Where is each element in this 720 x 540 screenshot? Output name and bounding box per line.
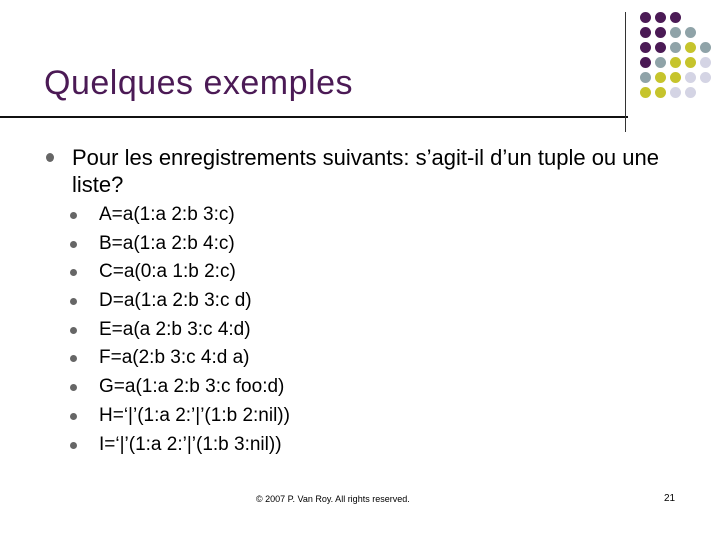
decorative-dot [655,57,666,68]
example-text: F=a(2:b 3:c 4:d a) [99,347,250,369]
decorative-dot [700,72,711,83]
list-item [70,202,570,231]
decorative-dot [670,27,681,38]
bullet-icon [70,413,77,420]
list-item [70,374,570,403]
decorative-dot [685,42,696,53]
decorative-dot [700,42,711,53]
decorative-dot [640,72,651,83]
example-text: I=‘|’(1:a 2:’|’(1:b 3:nil)) [99,433,282,455]
decorative-dot [640,87,651,98]
decorative-dot [685,72,696,83]
bullet-icon [70,384,77,391]
decorative-dot [640,42,651,53]
example-text: D=a(1:a 2:b 3:c d) [99,290,252,312]
example-text: G=a(1:a 2:b 3:c foo:d) [99,376,285,398]
decorative-dot [670,87,681,98]
decorative-dot [655,27,666,38]
list-item [70,288,570,317]
intro-bullet [46,144,696,198]
bullet-icon [70,355,77,362]
decorative-dot [670,12,681,23]
bullet-icon [70,298,77,305]
list-item [70,432,570,461]
decorative-dot [640,57,651,68]
bullet-icon [70,241,77,248]
list-item [70,403,570,432]
example-text: C=a(0:a 1:b 2:c) [99,261,236,283]
bullet-icon [70,327,77,334]
list-item [70,231,570,260]
list-item [70,259,570,288]
decorative-dot [700,57,711,68]
decorative-dot [640,27,651,38]
bullet-icon [70,269,77,276]
decorative-dot [670,57,681,68]
decorative-dot-grid [640,12,720,106]
decorative-dot [670,72,681,83]
decorative-dot [655,12,666,23]
intro-text: Pour les enregistrements suivants: s’agit-il d’un tuple ou une liste? [72,145,659,197]
title-divider [0,116,628,118]
decorative-dot [655,87,666,98]
example-text: A=a(1:a 2:b 3:c) [99,204,235,225]
decorative-dot [655,72,666,83]
example-text: B=a(1:a 2:b 4:c) [99,232,235,254]
slide-title: Quelques exemples [44,64,354,102]
decorative-dot [685,87,696,98]
example-list [70,202,570,460]
decorative-dot [685,27,696,38]
vertical-divider [625,12,626,132]
page-number: 21 [664,493,676,504]
copyright-footer: © 2007 P. Van Roy. All rights reserved. [256,494,410,504]
decorative-dot [655,42,666,53]
bullet-icon [70,442,77,449]
bullet-icon [46,153,54,162]
list-item [70,317,570,346]
example-text: H=‘|’(1:a 2:’|’(1:b 2:nil)) [99,404,290,426]
list-item [70,345,570,374]
decorative-dot [670,42,681,53]
decorative-dot [640,12,651,23]
decorative-dot [685,57,696,68]
bullet-icon [70,212,77,219]
example-text: E=a(a 2:b 3:c 4:d) [99,318,251,340]
